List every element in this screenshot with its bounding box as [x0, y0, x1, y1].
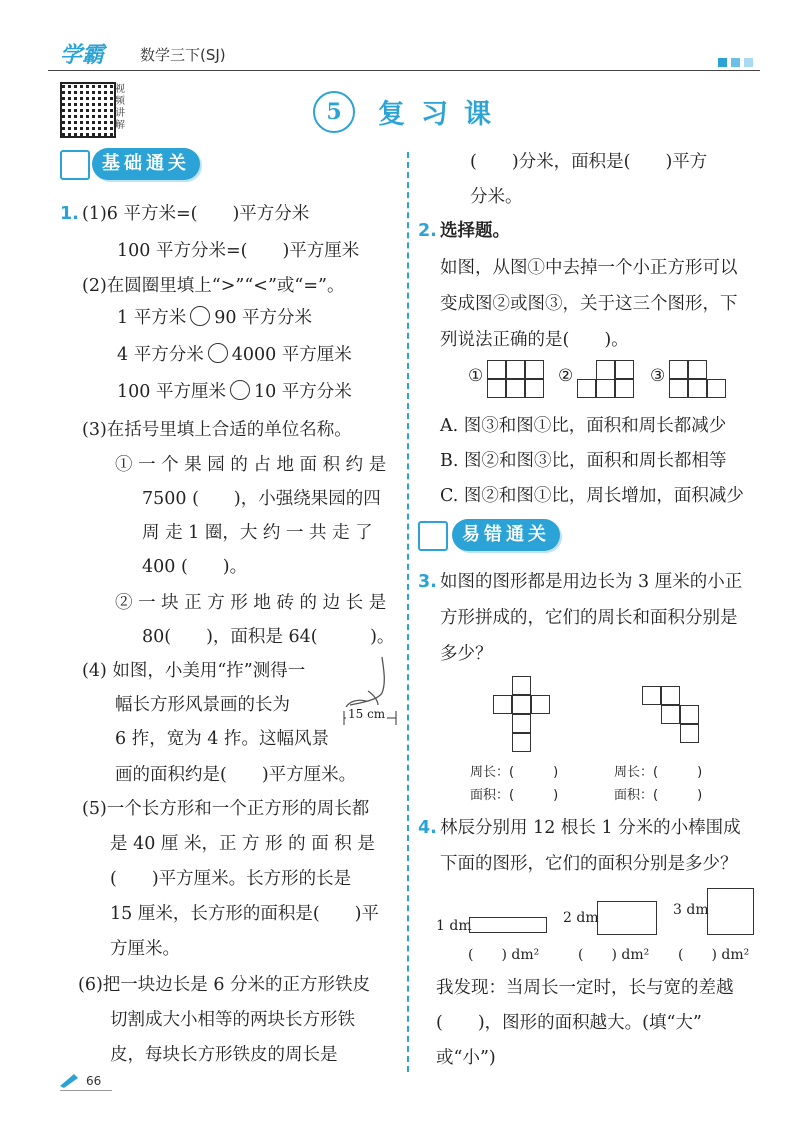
q1-line: 80( )，面积是 64( )。 — [142, 627, 395, 647]
q1-line: (2)在圆圈里填上“>”“<”或“=”。 — [82, 276, 345, 296]
rect-3 — [707, 888, 754, 935]
q4-line: 我发现：当周长一定时，长与宽的差越 — [436, 978, 734, 998]
option-b[interactable]: B. 图②和图③比，面积和周长都相等 — [440, 451, 727, 471]
q4-line: 林辰分别用 12 根长 1 分米的小棒围成 — [440, 818, 741, 838]
compare-row: 100 平方厘米 10 平方分米 — [117, 382, 352, 402]
checklist-icon — [60, 150, 90, 180]
option-c[interactable]: C. 图②和图①比，周长增加，面积减少 — [440, 486, 744, 506]
compare-circle[interactable] — [190, 306, 210, 326]
lesson-number: 5 — [313, 91, 355, 133]
q1-line: 幅长方形风景画的长为 — [115, 695, 290, 715]
header-square — [744, 58, 753, 67]
pencil-icon — [58, 1072, 80, 1088]
perimeter-1: 周长：( ) — [470, 765, 559, 780]
q1-line: (3)在括号里填上合适的单位名称。 — [82, 420, 352, 440]
q1-line: 6 拃，宽为 4 拃。这幅风景 — [115, 729, 329, 749]
rect-2-area: ( ) dm² — [578, 947, 650, 963]
figure-2 — [577, 360, 639, 398]
q1-line: (1)6 平方米=( )平方分米 — [82, 204, 310, 224]
q2-line: 如图，从图①中去掉一个小正方形可以 — [440, 258, 738, 278]
rect-1-area: ( ) dm² — [468, 947, 540, 963]
q3-line: 方形拼成的，它们的周长和面积分别是 — [440, 608, 738, 628]
figure-label: ② — [558, 366, 574, 386]
brand-logo: 学霸 — [60, 42, 105, 68]
book-title: 数学三下(SJ) — [140, 46, 226, 64]
option-a[interactable]: A. 图③和图①比，面积和周长都减少 — [440, 416, 727, 436]
q2-line: 列说法正确的是( )。 — [440, 330, 629, 350]
compare-row: 4 平方分米 4000 平方厘米 — [117, 345, 352, 365]
hand-span-label: 15 cm — [348, 707, 386, 721]
q4-number: 4. — [418, 818, 437, 838]
q1-line: 100 平方分米=( )平方厘米 — [117, 241, 360, 261]
q1-line: ( )分米，面积是( )平方 — [470, 152, 708, 172]
footer-rule — [60, 1090, 112, 1091]
section-basic: 基础通关 — [92, 148, 200, 180]
page-title: 复习课 — [378, 99, 507, 130]
q3-line: 如图的图形都是用边长为 3 厘米的小正 — [440, 572, 743, 592]
q4-line: ( )，图形的面积越大。(填“大” — [436, 1013, 702, 1033]
q1-line: (4) 如图，小美用“拃”测得一 — [82, 661, 306, 681]
q1-line: ( )平方厘米。长方形的长是 — [110, 869, 352, 889]
q2-line: 变成图②或图③，关于这三个图形，下 — [440, 294, 738, 314]
q1-line: 15 厘米，长方形的面积是( )平 — [110, 904, 379, 924]
perimeter-2: 周长：( ) — [614, 765, 703, 780]
stair-shape — [642, 686, 704, 746]
q1-line: ② 一 块 正 方 形 地 砖 的 边 长 是 — [115, 593, 387, 613]
q1-line: 切割成大小相等的两块长方形铁 — [110, 1010, 355, 1030]
q4-line: 下面的图形，它们的面积分别是多少？ — [440, 854, 738, 874]
q4-line: 或“小”) — [436, 1048, 496, 1068]
figure-3 — [669, 360, 731, 398]
rect-2 — [597, 901, 657, 935]
q2-title: 选择题。 — [440, 221, 510, 241]
q2-number: 2. — [418, 221, 437, 241]
q1-line: 400 ( )。 — [142, 557, 248, 577]
cross-shape — [493, 676, 555, 756]
q3-line: 多少？ — [440, 644, 493, 664]
compare-circle[interactable] — [208, 343, 228, 363]
qr-label: 视频讲解 — [115, 84, 125, 131]
page-number: 66 — [86, 1074, 102, 1088]
rect-1 — [469, 917, 547, 933]
q1-number: 1. — [60, 204, 79, 224]
q1-line: 方厘米。 — [110, 939, 180, 959]
compare-row: 1 平方米 90 平方分米 — [117, 308, 313, 328]
area-1: 面积：( ) — [470, 788, 559, 803]
q1-line: 皮，每块长方形铁皮的周长是 — [110, 1045, 338, 1065]
q1-line: (6)把一块边长是 6 分米的正方形铁皮 — [78, 975, 371, 995]
area-2: 面积：( ) — [614, 788, 703, 803]
book-icon — [418, 521, 448, 551]
rect-1-label: 1 dm — [436, 918, 472, 934]
qr-code[interactable] — [60, 82, 116, 138]
q1-line: 7500 ( )，小强绕果园的四 — [142, 489, 381, 509]
figure-label: ① — [468, 366, 484, 386]
header-square — [718, 58, 727, 67]
q1-line: 周 走 1 圈，大 约 一 共 走 了 — [142, 523, 373, 543]
compare-circle[interactable] — [230, 380, 250, 400]
header-rule — [48, 70, 760, 71]
rect-2-label: 2 dm — [563, 910, 599, 926]
section-error: 易错通关 — [452, 519, 560, 551]
q1-line: 是 40 厘 米，正 方 形 的 面 积 是 — [110, 834, 375, 854]
figure-label: ③ — [650, 366, 666, 386]
header-square — [731, 58, 740, 67]
rect-3-area: ( ) dm² — [678, 947, 750, 963]
q1-line: ① 一 个 果 园 的 占 地 面 积 约 是 — [115, 455, 387, 475]
q1-line: (5)一个长方形和一个正方形的周长都 — [82, 799, 370, 819]
q1-line: 画的面积约是( )平方厘米。 — [115, 765, 357, 785]
figure-1 — [487, 360, 549, 398]
q1-line: 分米。 — [470, 187, 523, 207]
column-divider — [407, 152, 409, 1072]
q3-number: 3. — [418, 572, 437, 592]
rect-3-label: 3 dm — [673, 902, 709, 918]
